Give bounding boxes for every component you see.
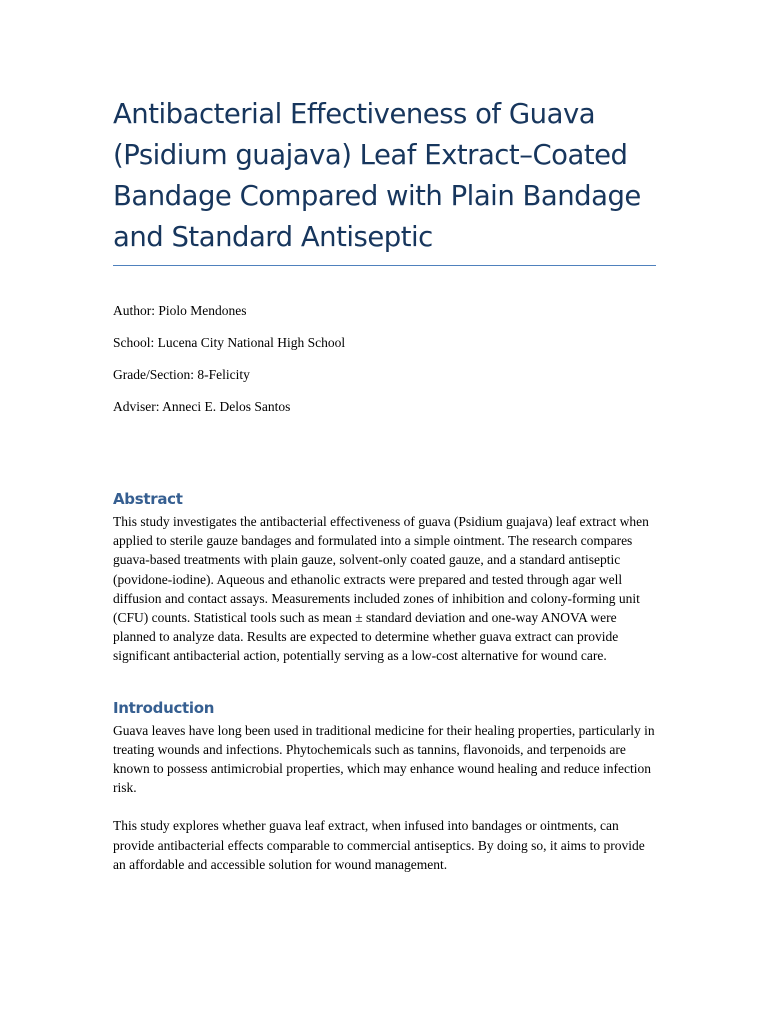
document-title: Antibacterial Effectiveness of Guava (Psidium guajava) Leaf Extract–Coated Bandage Compared with Plain Bandage and Standard Antiseptic [113,98,641,253]
abstract-paragraph: This study investigates the antibacterial effectiveness of guava (Psidium guajava) leaf extract when applied to sterile gauze bandages and formulated into a simple ointment. The research compares guava-based treatments with plain gauze, solvent-only coated gauze, and a standard antiseptic (povidone-iodine). Aqueous and ethanolic extracts were prepared and tested through agar well diffusion and contact assays. Measurements included zones of inhibition and colony-forming unit (CFU) counts. Statistical tools such as mean ± standard deviation and one-way ANOVA were planned to analyze data. Results are expected to determine whether guava extract can provide significant antibacterial action, potentially serving as a low-cost alternative for wound care. [113,514,649,664]
abstract-heading: Abstract [113,490,183,508]
adviser-line: Adviser: Anneci E. Delos Santos [113,399,291,414]
title-divider [113,265,656,266]
author-info [113,303,656,415]
document-content [113,94,656,874]
grade-section-line: Grade/Section: 8-Felicity [113,367,250,382]
introduction-paragraph-2: This study explores whether guava leaf extract, when infused into bandages or ointments, can provide antibacterial effects comparable to commercial antiseptics. By doing so, it aims to provide an affordable and accessible solution for wound management. [113,818,645,872]
introduction-heading: Introduction [113,698,215,717]
author-line: Author: Piolo Mendones [113,303,247,318]
school-line: School: Lucena City National High School [113,335,346,350]
introduction-paragraph-1: Guava leaves have long been used in traditional medicine for their healing properties, particularly in treating wounds and infections. Phytochemicals such as tannins, flavonoids, and terpenoids are known to possess antimicrobial properties, which may enhance wound healing and reduce infection risk. [113,722,655,796]
